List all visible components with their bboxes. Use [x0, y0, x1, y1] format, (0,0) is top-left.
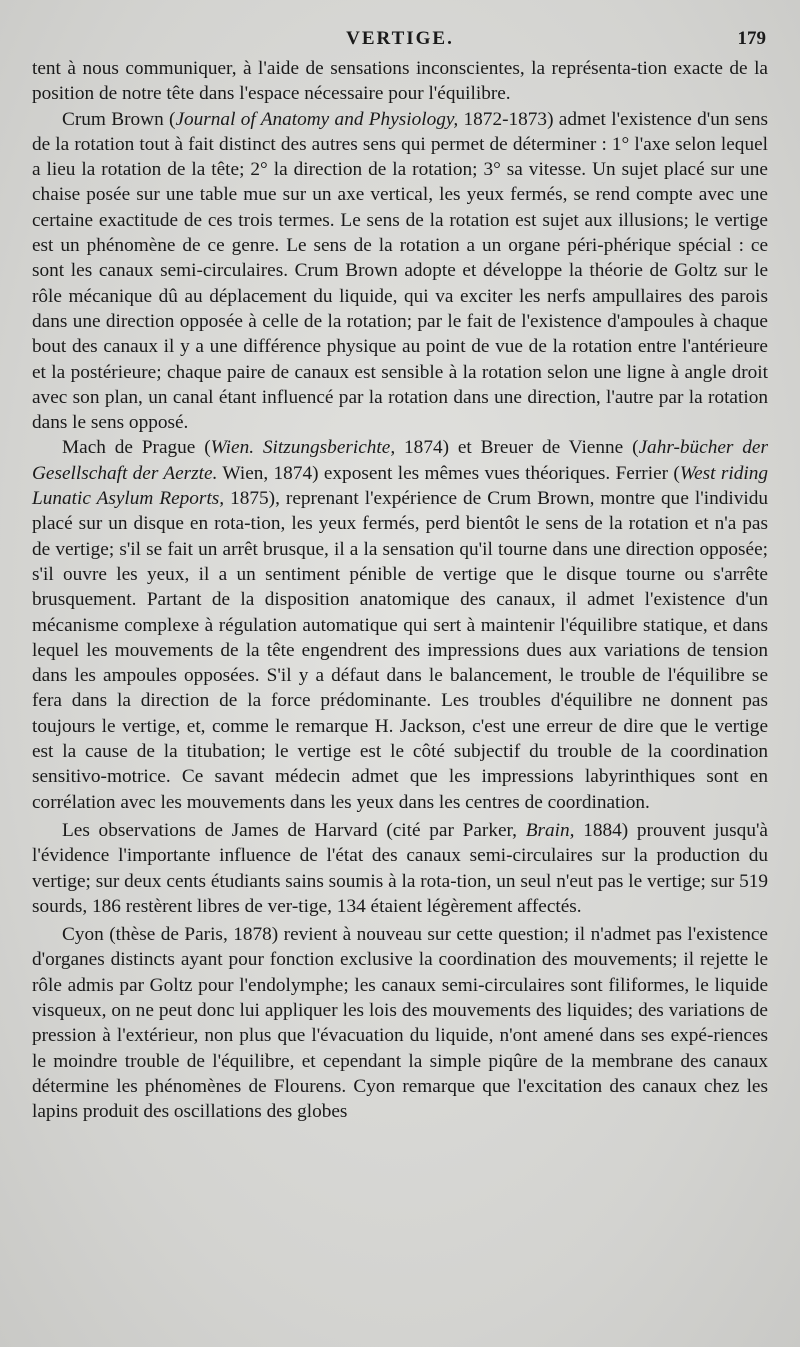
running-head — [32, 26, 768, 56]
paragraph-3-text-4: 1875), reprenant l'expérience de Crum Brown, montre que l'individu placé sur un disque en rota-tion, les yeux fermés, perd bientôt le sens de la rotation et n'a pas de vertige; s'il se fait un arrêt brusque, il a la sensation qu'il tourne dans une direction opposée; s'il ouvre les yeux, il a un sentiment pénible de vertige que le disque tourne ou s'arrête brusquement. Partant de la disposition anatomique des canaux, il admet l'existence d'un mécanisme complexe à régulation automatique qui sert à maintenir l'équilibre statique, et dans lequel les mouvements de la tête engendrent des impressions dues aux variations de tension dans les ampoules opposées. S'il y a défaut dans le balancement, le trouble de l'équilibre se fera dans la direction de la force prédominante. Les troubles d'équilibre ne donnent pas toujours le vertige, et, comme le remarque H. Jackson, c'est une erreur de dire que le vertige est la cause de la titubation; le vertige est le côté subjectif du trouble de la coordination sensitivo-motrice. Ce savant médecin admet que les impressions labyrinthiques sont en corrélation avec les mouvements dans les yeux dans les centres de coordination. — [32, 488, 768, 813]
paragraph-3-text-3: Wien, 1874) exposent les mêmes vues théoriques. Ferrier ( — [217, 462, 680, 484]
paragraph-4-text-2: 1884) prouvent jusqu'à l'évidence l'importante influence de l'état des canaux semi-circulaires sur la production du vertige; sur deux cents étudiants sains soumis à la rota-tion, un seul n'eut pas le vertige; sur 519 sourds, 186 restèrent libres de ver-tige, 134 étaient légèrement affectés. — [32, 819, 769, 917]
page-number: 179 — [737, 28, 766, 49]
paragraph-3-citation-1: Wien. Sitzungsberichte, — [210, 437, 396, 459]
paragraph-3 — [32, 435, 768, 814]
paragraph-2-text-2: 1872-1873) admet l'existence d'un sens de la rotation tout à fait distinct des autres sens qui permet de déterminer : 1° l'axe selon lequel a lieu la rotation de la tête; 2° la direction de la rotation; 3° sa vitesse. Un sujet placé sur une chaise posée sur une table mue sur un axe vertical, les yeux fermés, se rend compte avec une certaine exactitude de ces trois termes. Le sens de la rotation est sujet aux illusions; le vertige est un phénomène de ce genre. Le sens de la rotation a un organe péri-phérique spécial : ce sont les canaux semi-circulaires. Crum Brown adopte et développe la théorie de Goltz sur le rôle mécanique dû au déplacement du liquide, qui va exciter les nerfs ampullaires des parois dans une direction opposée à celle de la rotation; par le fait de l'existence d'ampoules à chaque bout des canaux il y a une différence physique au point de vue de la rotation entre l'antérieure et la postérieure; chaque paire de canaux est sensible à la rotation selon une ligne à angle droit avec son plan, un canal étant influencé par la rotation dans une direction, l'autre par la rotation dans le sens opposé. — [32, 108, 769, 434]
paragraph-3-citation-2: Jahr-bücher der Gesellschaft der Aerzte. — [32, 437, 768, 484]
paragraph-3-text-2: 1874) et Breuer de Vienne ( — [395, 437, 639, 459]
paragraph-4 — [32, 818, 768, 919]
paragraph-5 — [32, 922, 768, 1124]
paragraph-2-citation: Journal of Anatomy and Physiology, — [175, 108, 459, 130]
paragraph-1 — [32, 56, 768, 107]
paragraph-1-text-1: tent à nous communiquer, à l'aide de sensations inconscientes, la représenta-tion exacte de la position de notre tête dans l'espace nécessaire pour l'équilibre. — [32, 58, 768, 105]
paragraph-4-text-1: Les observations de James de Harvard (cité par Parker, — [62, 819, 526, 841]
paragraph-3-citation-3: West riding Lunatic Asylum Reports, — [32, 462, 768, 510]
paragraph-5-text-1: Cyon (thèse de Paris, 1878) revient à nouveau sur cette question; il n'admet pas l'existence d'organes distincts ayant pour fonction exclusive la coordination des mouvements; il rejette le rôle admis par Goltz pour l'endolymphe; les canaux semi-circulaires sont filiformes, le liquide visqueux, on ne peut donc lui appliquer les lois des mouvements des liquides; des variations de pression à l'extérieur, non plus que l'évacuation du liquide, n'ont amené dans ses expé-riences le moindre trouble de l'équilibre, et cependant la simple piqûre de la membrane des canaux détermine les phénomènes de Flourens. Cyon remarque que l'excitation des canaux chez les lapins produit des oscillations des globes — [32, 924, 768, 1123]
paragraph-2 — [32, 107, 768, 436]
paragraph-4-citation: Brain, — [525, 819, 575, 841]
body-text — [32, 56, 768, 1124]
paragraph-3-text-1: Mach de Prague ( — [62, 437, 211, 459]
paragraph-2-text-1: Crum Brown ( — [62, 108, 176, 130]
running-title: VERTIGE. — [346, 28, 454, 49]
